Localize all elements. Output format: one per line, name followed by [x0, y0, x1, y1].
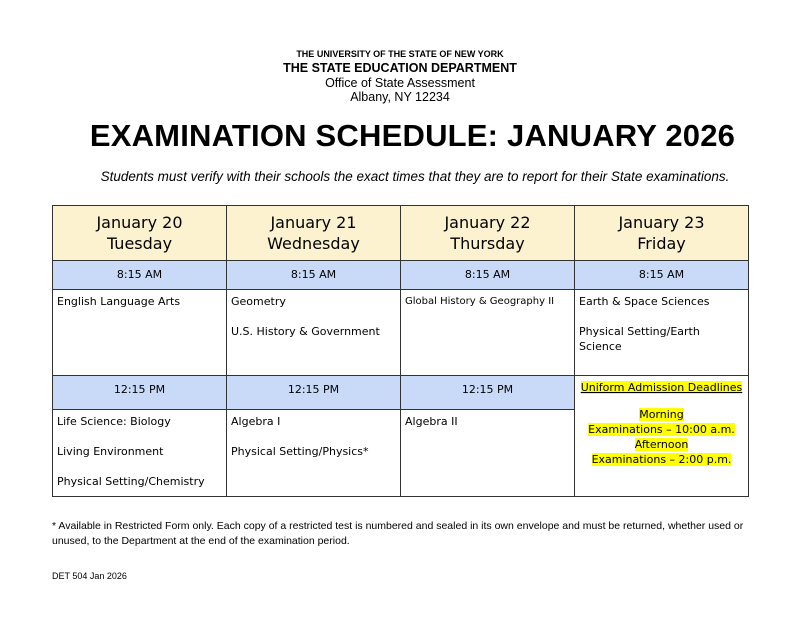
day-date: January 21	[270, 213, 357, 232]
day-date: January 22	[444, 213, 531, 232]
pm-exams	[52, 409, 227, 497]
exam-name: Algebra I	[231, 415, 281, 428]
day-header	[52, 205, 227, 261]
exam-name: Life Science: Biology	[57, 415, 171, 428]
am-exams	[574, 289, 749, 376]
pm-time: 12:15 PM	[400, 375, 575, 410]
exam-name: Physical Setting/Physics*	[231, 445, 369, 458]
day-header	[226, 205, 401, 261]
address-heading: Albany, NY 12234	[350, 90, 450, 104]
day-date: January 20	[96, 213, 183, 232]
exam-name: Living Environment	[57, 445, 164, 458]
university-heading: THE UNIVERSITY OF THE STATE OF NEW YORK	[296, 49, 504, 59]
department-heading: THE STATE EDUCATION DEPARTMENT	[283, 61, 517, 75]
deadlines-heading: Uniform Admission Deadlines	[580, 381, 743, 394]
am-time: 8:15 AM	[400, 260, 575, 290]
am-exams	[226, 289, 401, 376]
am-time: 8:15 AM	[226, 260, 401, 290]
deadline-afternoon-time: Examinations – 2:00 p.m.	[591, 453, 732, 466]
exam-name: Earth & Space Sciences	[579, 295, 710, 308]
exam-name: Global History & Geography II	[405, 296, 555, 307]
footnote: * Available in Restricted Form only. Each copy of a restricted test is numbered and sealed in its own envelope and must be returned, whether used or unused, to the Department at the end of the examination period.	[52, 520, 744, 547]
day-weekday: Wednesday	[267, 234, 360, 253]
admission-deadlines	[574, 375, 749, 497]
day-weekday: Thursday	[450, 234, 525, 253]
exam-name: Physical Setting/Earth Science	[579, 325, 700, 353]
exam-name: English Language Arts	[57, 295, 181, 308]
day-weekday: Friday	[637, 234, 686, 253]
pm-exams	[226, 409, 401, 497]
pm-exams	[400, 409, 575, 497]
subtitle: Students must verify with their schools the exact times that they are to report for their State examinations.	[100, 169, 730, 184]
day-weekday: Tuesday	[106, 234, 173, 253]
document-code: DET 504 Jan 2026	[52, 571, 127, 581]
am-exams	[400, 289, 575, 376]
office-heading: Office of State Assessment	[325, 76, 475, 90]
day-date: January 23	[618, 213, 705, 232]
day-header	[400, 205, 575, 261]
deadline-morning-time: Examinations – 10:00 a.m.	[588, 423, 735, 436]
day-header	[574, 205, 749, 261]
pm-time: 12:15 PM	[52, 375, 227, 410]
exam-name: Geometry	[231, 295, 286, 308]
pm-time: 12:15 PM	[226, 375, 401, 410]
exam-name: U.S. History & Government	[231, 325, 380, 338]
exam-name: Physical Setting/Chemistry	[57, 475, 205, 488]
page-title: EXAMINATION SCHEDULE: JANUARY 2026	[89, 118, 736, 153]
deadline-afternoon: Afternoon	[634, 438, 689, 451]
exam-name: Algebra II	[405, 415, 458, 428]
am-exams	[52, 289, 227, 376]
deadline-morning: Morning	[639, 408, 684, 421]
am-time: 8:15 AM	[52, 260, 227, 290]
am-time: 8:15 AM	[574, 260, 749, 290]
